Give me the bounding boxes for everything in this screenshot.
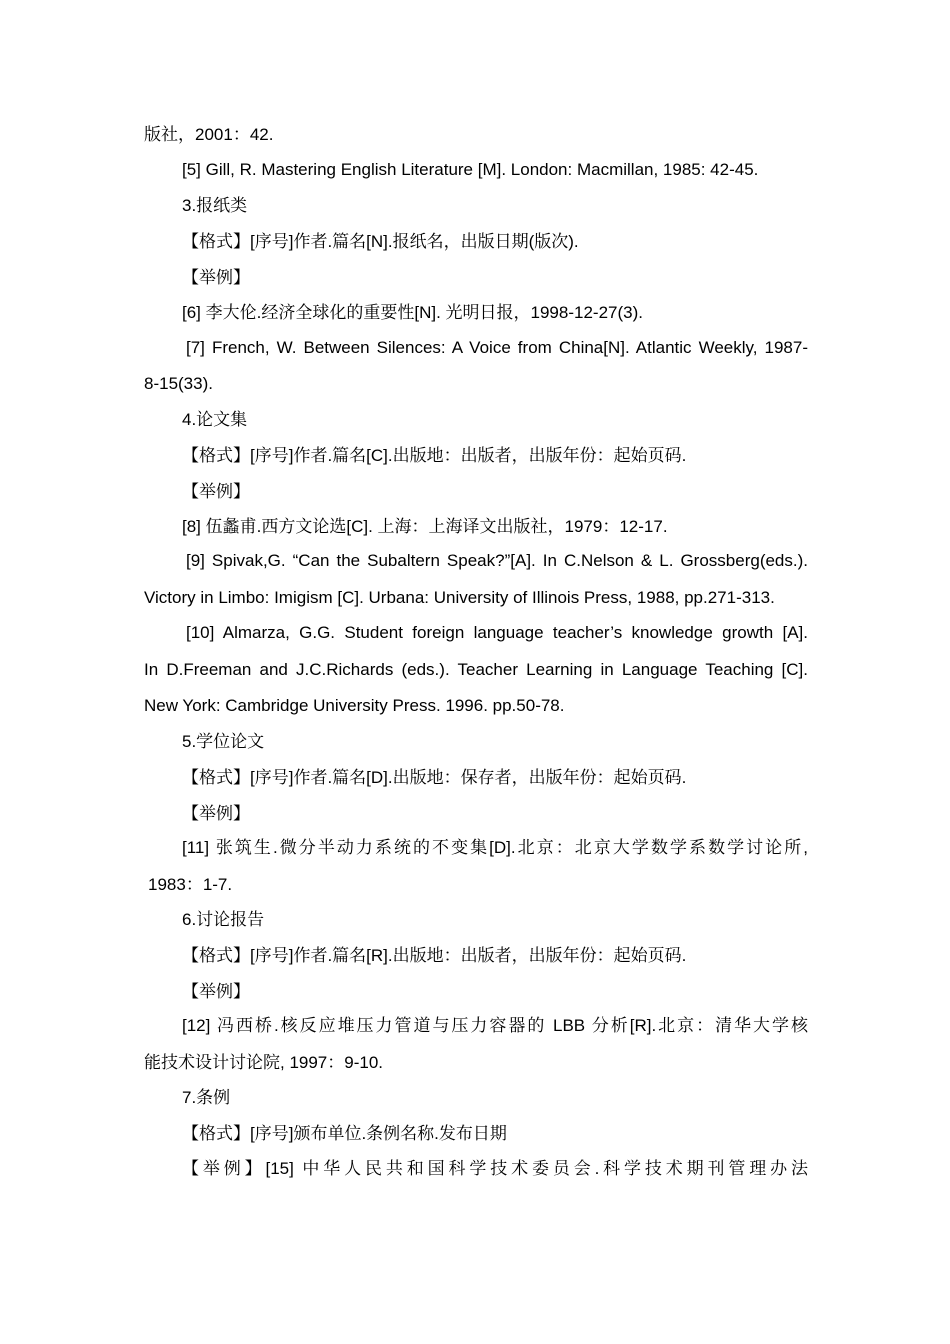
example-label: 【举例】	[182, 482, 250, 501]
reference-entry: [6] 李大伦.经济全球化的重要性[N]. 光明日报，1998-12-27(3).	[182, 303, 643, 322]
section-heading: 4.论文集	[182, 410, 248, 429]
text-line: In D.Freeman and J.C.Richards (eds.). Teacher Learning in Language Teaching [C].	[144, 660, 808, 679]
text-line: Victory in Limbo: Imigism [C]. Urbana: University of Illinois Press, 1988, pp.271-313.	[144, 588, 775, 607]
example-label: 【举例】	[182, 268, 250, 287]
format-line: 【格式】[序号]作者.篇名[N].报纸名，出版日期(版次).	[182, 232, 579, 251]
example-label: 【举例】	[182, 982, 250, 1001]
section-heading: 6.讨论报告	[182, 910, 265, 929]
text-line: New York: Cambridge University Press. 1996. pp.50-78.	[144, 696, 565, 715]
section-heading: 7.条例	[182, 1088, 231, 1107]
text-line: 版社，2001：42.	[144, 125, 274, 144]
reference-entry: [9] Spivak,G. “Can the Subaltern Speak?”[A]. In C.Nelson & L. Grossberg(eds.).	[186, 551, 808, 570]
text-line: 1983：1-7.	[148, 875, 233, 894]
format-line: 【格式】[序号]作者.篇名[C].出版地：出版者，出版年份：起始页码.	[182, 446, 687, 465]
text-line: 能技术设计讨论院, 1997：9-10.	[144, 1053, 384, 1072]
section-heading: 5.学位论文	[182, 732, 265, 751]
format-line: 【格式】[序号]颁布单位.条例名称.发布日期	[182, 1124, 507, 1143]
example-label: 【举例】	[182, 804, 250, 823]
reference-entry: [7] French, W. Between Silences: A Voice from China[N]. Atlantic Weekly, 1987-	[186, 338, 808, 357]
format-line: 【格式】[序号]作者.篇名[R].出版地：出版者，出版年份：起始页码.	[182, 946, 687, 965]
example-line: 【举例】[15] 中华人民共和国科学技术委员会.科学技术期刊管理办法	[182, 1159, 808, 1178]
reference-entry: [11] 张筑生.微分半动力系统的不变集[D].北京：北京大学数学系数学讨论所,	[182, 838, 808, 857]
section-heading: 3.报纸类	[182, 196, 248, 215]
reference-entry: [12] 冯西桥.核反应堆压力管道与压力容器的 LBB 分析[R].北京：清华大学核	[182, 1016, 808, 1035]
reference-entry: [5] Gill, R. Mastering English Literature [M]. London: Macmillan, 1985: 42-45.	[182, 160, 759, 179]
text-line: 8-15(33).	[144, 374, 213, 393]
format-line: 【格式】[序号]作者.篇名[D].出版地：保存者，出版年份：起始页码.	[182, 768, 687, 787]
reference-entry: [8] 伍蠡甫.西方文论选[C]. 上海：上海译文出版社，1979：12-17.	[182, 517, 668, 536]
reference-entry: [10] Almarza, G.G. Student foreign language teacher’s knowledge growth [A].	[186, 623, 808, 642]
